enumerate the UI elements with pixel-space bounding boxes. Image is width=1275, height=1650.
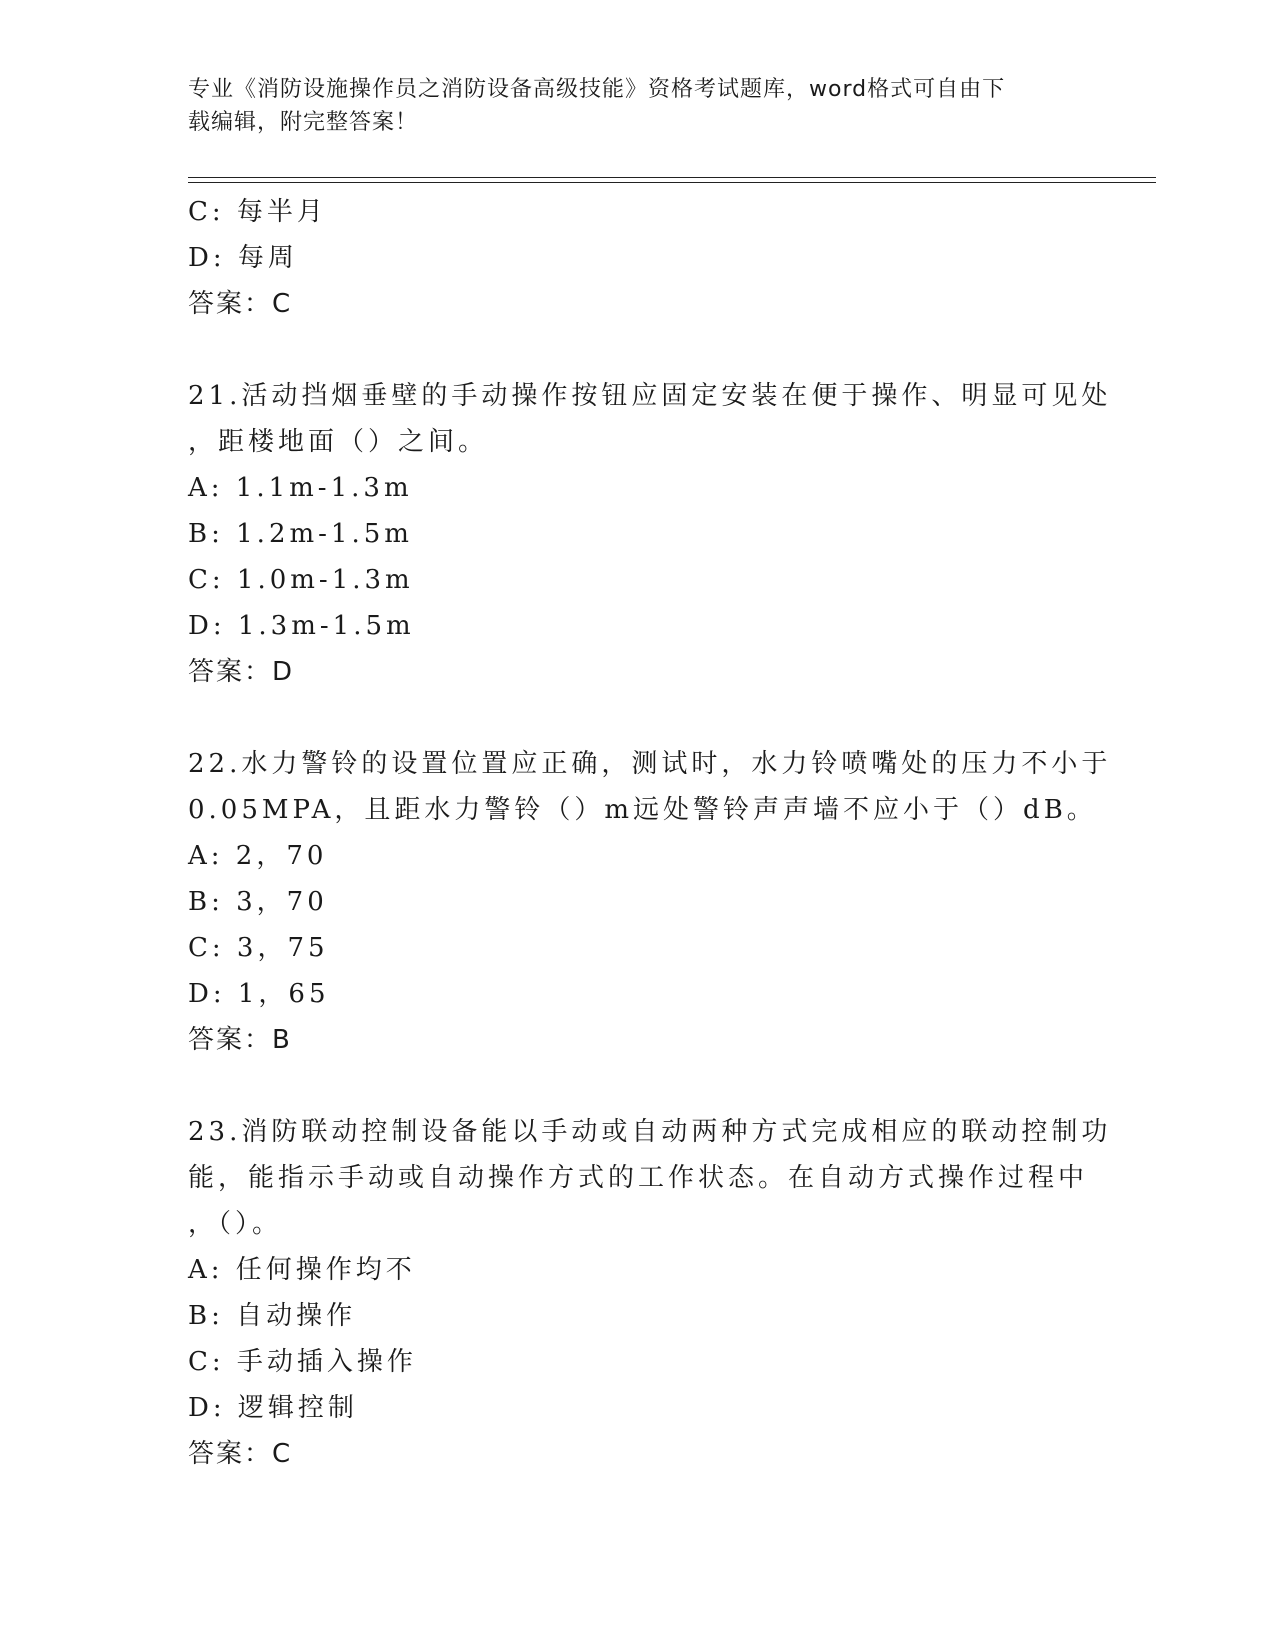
- option-d: D: 逻辑控制: [188, 1393, 358, 1423]
- question-text-line: ，距楼地面（）之间。: [188, 427, 489, 457]
- option-d: D: 1.3m-1.5m: [188, 611, 415, 641]
- option-a: A: 1.1m-1.3m: [188, 473, 413, 503]
- answer-line: 答案：D: [188, 657, 295, 687]
- option-c: C: 每半月: [188, 197, 327, 227]
- option-c: C: 1.0m-1.3m: [188, 565, 414, 595]
- question-content: [188, 189, 1112, 1477]
- answer-line: 答案：C: [188, 1439, 293, 1469]
- question-21: [188, 373, 1112, 695]
- option-d: D: 1，65: [188, 979, 330, 1009]
- question-text-line: 0.05MPA，且距水力警铃（）m远处警铃声声墙不应小于（）dB。: [188, 795, 1097, 825]
- spacer: [188, 1063, 1088, 1109]
- question-23: [188, 1109, 1112, 1477]
- option-b: B: 1.2m-1.5m: [188, 519, 413, 549]
- header-line-1: 专业《消防设施操作员之消防设备高级技能》资格考试题库，word格式可自由下: [188, 77, 1006, 102]
- spacer: [188, 695, 1088, 741]
- question-text-line: 22.水力警铃的设置位置应正确，测试时，水力铃喷嘴处的压力不小于: [188, 749, 1112, 779]
- document-header: [188, 73, 1068, 139]
- question-text-line: 21.活动挡烟垂壁的手动操作按钮应固定安装在便于操作、明显可见处: [188, 381, 1112, 411]
- answer-line: 答案：C: [188, 289, 293, 319]
- spacer: [188, 327, 1088, 373]
- option-a: A: 任何操作均不: [188, 1255, 416, 1285]
- header-divider-bottom: [188, 182, 1156, 183]
- option-c: C: 手动插入操作: [188, 1347, 417, 1377]
- answer-line: 答案：B: [188, 1025, 292, 1055]
- option-b: B: 自动操作: [188, 1301, 357, 1331]
- partial-question: [188, 189, 1088, 327]
- header-line-2: 载编辑，附完整答案！: [188, 110, 419, 135]
- question-22: [188, 741, 1112, 1063]
- header-divider-top: [188, 177, 1156, 178]
- question-text-line: 23.消防联动控制设备能以手动或自动两种方式完成相应的联动控制功: [188, 1117, 1112, 1147]
- question-text-line: 能，能指示手动或自动操作方式的工作状态。在自动方式操作过程中: [188, 1163, 1089, 1193]
- option-b: B: 3，70: [188, 887, 328, 917]
- option-d: D: 每周: [188, 243, 298, 273]
- question-text-line: ，（）。: [188, 1209, 283, 1239]
- option-a: A: 2，70: [188, 841, 328, 871]
- option-c: C: 3，75: [188, 933, 329, 963]
